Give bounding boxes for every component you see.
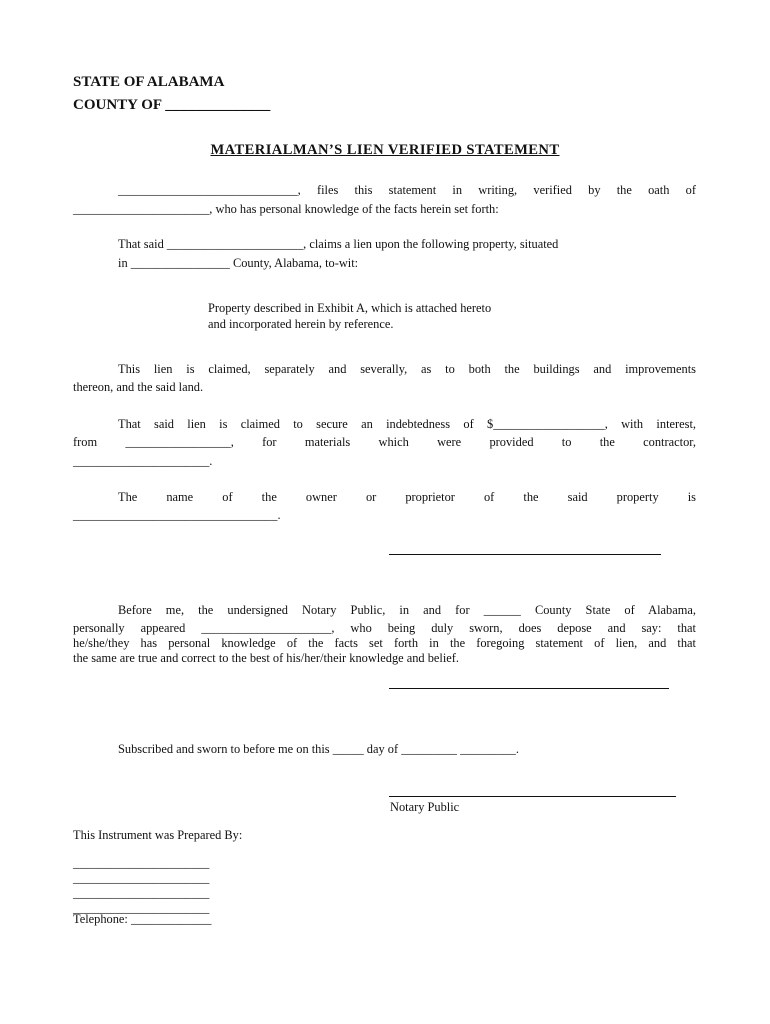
para1-line1: _____________________________, files this statement in writing, verified by the oath of: [118, 183, 696, 197]
para6-line3: he/she/they has personal knowledge of the facts set forth in the foregoing statement of lien, and that: [73, 636, 696, 650]
para4-line1: That said lien is claimed to secure an indebtedness of $__________________, with interest,: [118, 417, 696, 431]
county-heading: COUNTY OF ______________: [73, 97, 271, 113]
para4-line3: ______________________.: [73, 454, 213, 468]
prepared-by-label: This Instrument was Prepared By:: [73, 828, 243, 842]
signature-line-2: [389, 688, 669, 689]
prepared-line-2: ______________________: [73, 871, 210, 885]
subscribed-line: Subscribed and sworn to before me on this _____ day of _________ _________.: [118, 742, 519, 756]
para3-line2: thereon, and the said land.: [73, 380, 204, 394]
para6-line1: Before me, the undersigned Notary Public, in and for ______ County State of Alabama,: [118, 603, 696, 617]
signature-line-1: [389, 554, 661, 555]
telephone-line: Telephone: _____________: [73, 912, 212, 926]
notary-public-label: Notary Public: [390, 800, 460, 814]
para2-line1: That said ______________________, claims a lien upon the following property, situated: [118, 237, 559, 251]
notary-signature-line: [389, 796, 676, 797]
prepared-line-4: ______________________: [73, 901, 210, 915]
prepared-line-1: ______________________: [73, 856, 210, 870]
para3-line1: This lien is claimed, separately and severally, as to both the buildings and improvements: [118, 362, 696, 376]
para6-line4: the same are true and correct to the best of his/her/their knowledge and belief.: [73, 651, 460, 665]
para6-line2: personally appeared _____________________, who being duly sworn, does depose and say: that: [73, 621, 696, 635]
para1-line2: ______________________, who has personal knowledge of the facts herein set forth:: [73, 202, 499, 216]
state-heading: STATE OF ALABAMA: [73, 74, 225, 90]
para5-line2: _________________________________.: [73, 508, 281, 522]
property-line1: Property described in Exhibit A, which is attached hereto: [208, 301, 492, 315]
property-line2: and incorporated herein by reference.: [208, 317, 394, 331]
para2-line2: in ________________ County, Alabama, to-wit:: [118, 256, 359, 270]
prepared-line-3: ______________________: [73, 886, 210, 900]
para5-line1: The name of the owner or proprietor of the said property is: [118, 490, 696, 504]
document-title: MATERIALMAN’S LIEN VERIFIED STATEMENT: [210, 142, 560, 158]
para4-line2: from _________________, for materials which were provided to the contractor,: [73, 435, 696, 449]
